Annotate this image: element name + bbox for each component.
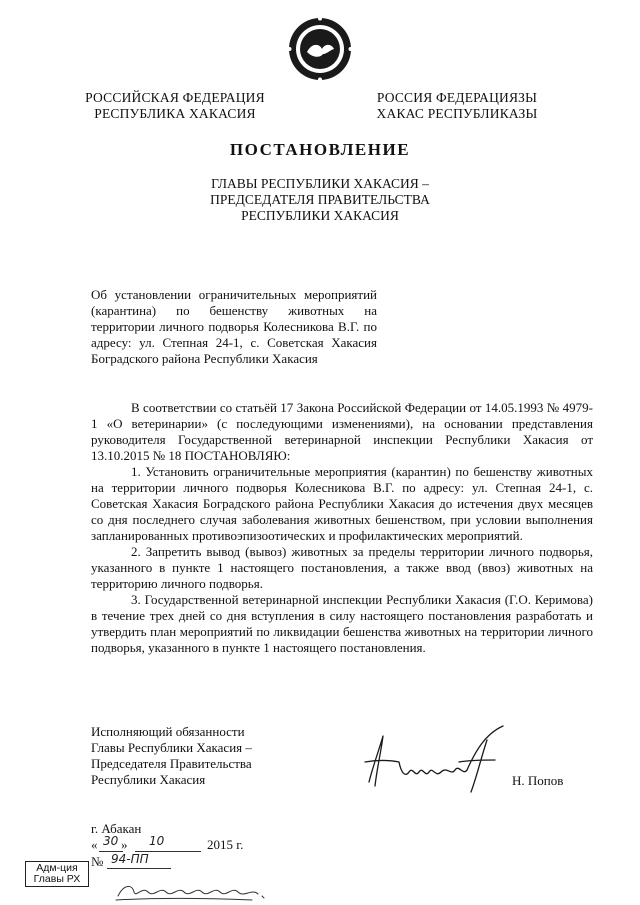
header-left xyxy=(70,90,280,122)
subtitle-line: ПРЕДСЕДАТЕЛЯ ПРАВИТЕЛЬСТВА xyxy=(210,192,430,207)
header-right xyxy=(352,90,562,122)
subtitle-line: РЕСПУБЛИКИ ХАКАСИЯ xyxy=(241,208,399,223)
body-item-1: 1. Установить ограничительные мероприятия (карантин) по бешенству животных на территории личного подворья Колесникова В.Г. по адресу: ул. Степная 24-1, с. Советская Хакасия Боградского района Республики Хакасия до истечения двух месяцев со дня последнего случая заболевания животных бешенством, при условии выполнения запланированных противоэпизоотических и профилактических мероприятий. xyxy=(91,464,593,543)
signature-position-line: Главы Республики Хакасия – xyxy=(91,740,252,755)
number-label: № xyxy=(91,854,104,869)
header-left-line: РОССИЙСКАЯ ФЕДЕРАЦИЯ xyxy=(85,90,265,105)
document-body xyxy=(91,400,593,656)
handwritten-signature xyxy=(355,722,515,794)
number-value: 94-ПП xyxy=(111,852,149,866)
signature-position xyxy=(91,724,331,788)
signatory-name: Н. Попов xyxy=(512,773,564,788)
stamp-line: Адм-ция xyxy=(36,862,78,874)
signature-position-line: Исполняющий обязанности xyxy=(91,724,245,739)
document-subject: Об установлении ограничительных мероприятий (карантина) по бешенству животных на территории личного подворья Колесникова В.Г. по адресу: ул. Степная 24-1, с. Советская Хакасия Боградского района Республики Хакасия xyxy=(91,287,377,366)
date-day: 30 xyxy=(103,834,119,848)
number-underline xyxy=(107,868,171,869)
document-number xyxy=(91,854,231,872)
body-item-3: 3. Государственной ветеринарной инспекции Республики Хакасия (Г.О. Керимова) в течение трех дней со дня вступления в силу настоящего постановления разработать и утвердить план мероприятий по ликвидации бешенства животных на территории личного подворья, указанного в пункте 1 настоящего постановления. xyxy=(91,592,593,655)
handwritten-mark xyxy=(112,880,282,902)
document-subtitle xyxy=(0,176,640,224)
document-city: г. Абакан xyxy=(91,821,142,836)
stamp-line: Главы РХ xyxy=(33,873,81,885)
date-year: 2015 г. xyxy=(207,837,244,852)
date-quote-close: » xyxy=(121,837,128,852)
emblem-icon xyxy=(287,16,353,82)
body-intro: В соответствии со статьёй 17 Закона Российской Федерации от 14.05.1993 № 4979-1 «О ветеринарии» (с последующими изменениями), на основании представления руководителя Государственной ветеринарной инспекции Республики Хакасия от 13.10.2015 № 18 ПОСТАНОВЛЯЮ: xyxy=(91,400,593,463)
signature-position-line: Председателя Правительства xyxy=(91,756,252,771)
document-title: ПОСТАНОВЛЕНИЕ xyxy=(229,140,411,159)
subtitle-line: ГЛАВЫ РЕСПУБЛИКИ ХАКАСИЯ – xyxy=(211,176,429,191)
header-right-line: ХАКАС РЕСПУБЛИКАЗЫ xyxy=(376,106,538,121)
registry-stamp xyxy=(25,861,89,887)
body-item-2: 2. Запретить вывод (вывоз) животных за пределы территории личного подворья, указанного в пункте 1 настоящего постановления, а также ввод (ввоз) животных на территорию личного подворья. xyxy=(91,544,593,591)
header-right-line: РОССИЯ ФЕДЕРАЦИЯЗЫ xyxy=(376,90,538,105)
date-quote-open: « xyxy=(91,837,98,852)
header-left-line: РЕСПУБЛИКА ХАКАСИЯ xyxy=(94,106,256,121)
signature-position-line: Республики Хакасия xyxy=(91,772,206,787)
date-month: 10 xyxy=(149,834,165,848)
